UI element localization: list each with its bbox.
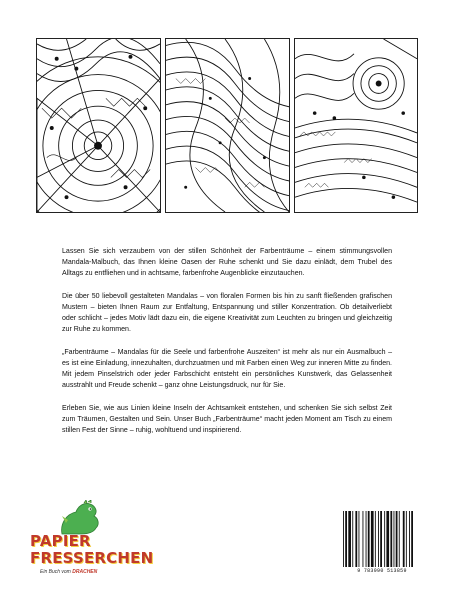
- description-paragraph-2: Die über 50 liebevoll gestalteten Mandalas – von floralen Formen bis hin zu sanft fließenden grafischen Mustern – bieten Ihnen Raum zur Entfaltung, Entspannung und stiller Konzentration. Ob detailverliebt oder schlicht – jedes Motiv lädt dazu ein, die eigene Kreativität zum Leuchten zu bringen und gleichzeitig zur Ruhe zu kommen.: [62, 292, 392, 334]
- book-description: [62, 246, 392, 448]
- logo-word-fresserchen: FRESSERCHEN: [30, 549, 154, 567]
- barcode-bar: [375, 511, 376, 567]
- barcode-bar: [368, 511, 370, 567]
- barcode-bar: [409, 511, 410, 567]
- logo-tagline-prefix: Ein Buch vom: [40, 569, 71, 575]
- barcode-bar: [355, 511, 357, 567]
- barcode-bar: [411, 511, 413, 567]
- barcode-bar: [406, 511, 407, 567]
- barcode-bar: [403, 511, 405, 567]
- mandala-pattern-1-image: [37, 39, 160, 212]
- dragon-mascot-icon: [54, 500, 104, 536]
- mandala-pattern-2-image: [166, 39, 289, 212]
- barcode-bar: [378, 511, 379, 567]
- barcode-bar: [380, 511, 382, 567]
- barcode-bar: [394, 511, 395, 567]
- barcode-bar: [371, 511, 374, 567]
- mandala-preview-strip: [0, 0, 455, 220]
- isbn-number: 9 783990 513859: [357, 568, 407, 574]
- barcode-bar: [359, 511, 360, 567]
- logo-tagline-brand: DRACHEN: [72, 569, 98, 575]
- description-paragraph-1: Lassen Sie sich verzaubern von der stillen Schönheit der Farbenträume – einem stimmungsvollen Mandala-Malbuch, das Ihnen kleine Oasen der Ruhe schenkt und Sie dazu einlädt, dem Trubel des Alltags zu entfliehen und in achtsame, farbenfrohe Augenblicke einzutauchen.: [62, 248, 392, 278]
- barcode-bar: [396, 511, 398, 567]
- barcode-bars-image: [342, 511, 422, 567]
- barcode-bar: [352, 511, 353, 567]
- logo-word-papier: PAPIER: [30, 532, 91, 550]
- isbn-barcode: [336, 505, 428, 580]
- mandala-preview-1: [36, 38, 161, 213]
- barcode-bar: [366, 511, 367, 567]
- logo-tagline: [40, 569, 97, 575]
- publisher-logo: [26, 500, 154, 580]
- barcode-bar: [390, 511, 392, 567]
- description-paragraph-3: „Farbenträume – Mandalas für die Seele und farbenfrohe Auszeiten“ ist mehr als nur ein Ausmalbuch – es ist eine Einladung, innezuhalten, durchzuatmen und mit Farben einen Weg zur inneren Mitte zu finden. Mit jedem Pinselstrich oder jeder Farbschicht entsteht ein persönliches Kunstwerk, das Gelassenheit ausstrahlt und Freude schenkt – ganz ohne Leistungsdruck, nur für Sie.: [62, 348, 392, 390]
- barcode-bar: [363, 511, 364, 567]
- barcode-bar: [348, 511, 351, 567]
- mandala-preview-3: [294, 38, 418, 213]
- mandala-pattern-3-image: [295, 39, 417, 212]
- description-paragraph-4: Erleben Sie, wie aus Linien kleine Inseln der Achtsamkeit entstehen, und schenken Sie sich selbst Zeit zum Träumen, Gestalten und Sein. Unser Buch „Farbenträume“ macht jeden Moment am Tisch zu einem stillen Fest der Sinne – ruhig, wohltuend und inspirierend.: [62, 404, 392, 435]
- mandala-preview-2: [165, 38, 290, 213]
- barcode-bar: [386, 511, 389, 567]
- barcode-bar: [399, 511, 400, 567]
- barcode-bar: [345, 511, 347, 567]
- barcode-bar: [343, 511, 344, 567]
- barcode-bar: [384, 511, 385, 567]
